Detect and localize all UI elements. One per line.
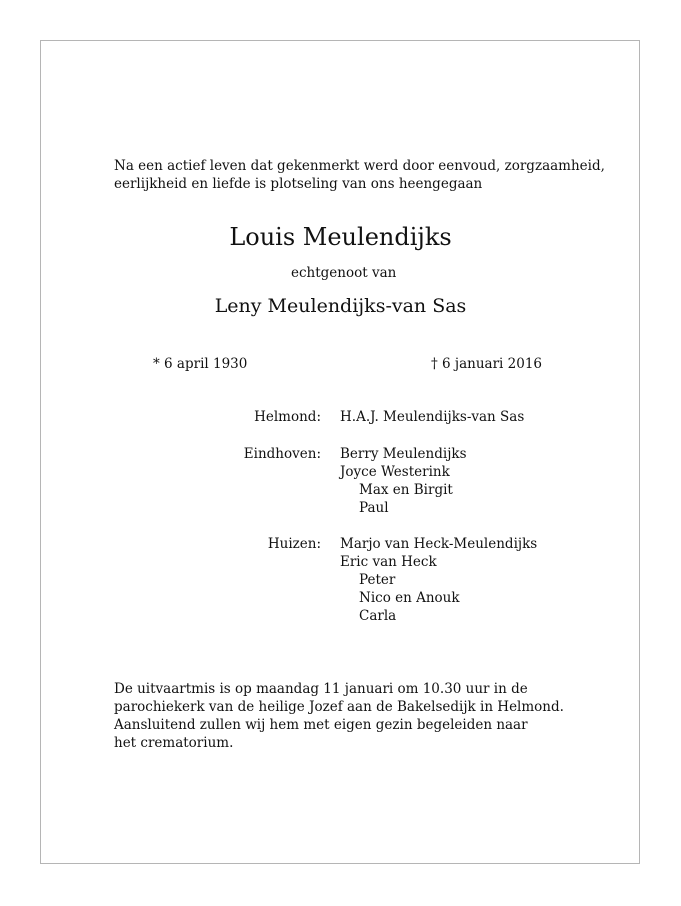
intro-text [114, 157, 605, 193]
funeral-line: het crematorium. [114, 735, 234, 751]
funeral-line: De uitvaartmis is op maandag 11 januari om 10.30 uur in de [114, 681, 528, 697]
family-member: Berry Meulendijks [340, 446, 467, 462]
family-place-huizen: Huizen: [267, 536, 321, 552]
family-place-helmond: Helmond: [254, 409, 321, 425]
family-member: Nico en Anouk [359, 590, 460, 606]
family-member: Marjo van Heck-Meulendijks [340, 536, 538, 552]
intro-line: Na een actief leven dat gekenmerkt werd door eenvoud, zorgzaamheid, [114, 158, 605, 174]
family-member: Paul [359, 500, 389, 516]
funeral-line: Aansluitend zullen wij hem met eigen gezin begeleiden naar [114, 717, 528, 733]
deceased-name: Louis Meulendijks [229, 223, 452, 251]
family-member: H.A.J. Meulendijks-van Sas [340, 409, 525, 425]
family-member: Carla [359, 608, 397, 624]
funeral-details [114, 680, 564, 752]
spouse-name: Leny Meulendijks-van Sas [214, 295, 467, 317]
family-member: Eric van Heck [340, 554, 437, 570]
death-date: † 6 januari 2016 [431, 356, 543, 372]
funeral-line: parochiekerk van de heilige Jozef aan de Bakelsedijk in Helmond. [114, 699, 564, 715]
family-member: Max en Birgit [359, 482, 453, 498]
family-members-eindhoven [340, 445, 467, 517]
family-member: Peter [359, 572, 396, 588]
birth-date: * 6 april 1930 [153, 356, 248, 372]
family-members-helmond [340, 408, 524, 426]
intro-line: eerlijkheid en liefde is plotseling van ons heengegaan [114, 176, 483, 192]
family-member: Joyce Westerink [340, 464, 450, 480]
relation-label: echtgenoot van [291, 265, 397, 281]
family-members-huizen [340, 535, 537, 625]
family-place-eindhoven: Eindhoven: [243, 446, 321, 462]
